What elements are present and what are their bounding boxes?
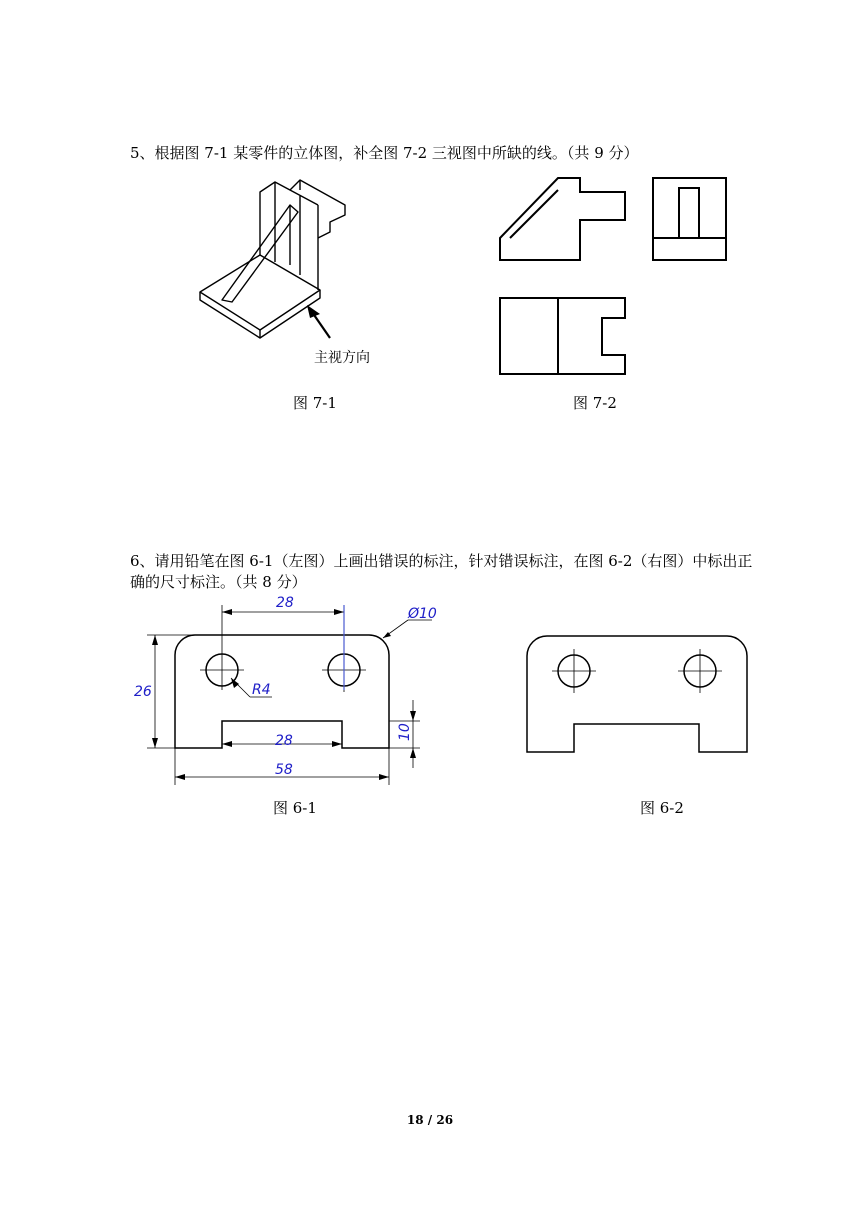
caption-figure-7-2: 图 7-2 — [573, 394, 617, 412]
figure-7-2-three-views — [495, 170, 735, 385]
caption-figure-6-2: 图 6-2 — [640, 799, 684, 817]
caption-figure-6-1: 图 6-1 — [273, 799, 317, 817]
dimension-depth-10: 10 — [397, 723, 413, 741]
dimension-diameter: Ø10 — [408, 606, 437, 622]
dimension-top-28: 28 — [276, 595, 294, 611]
figure-6-1-dimensioned — [125, 595, 435, 795]
question-6-line-2: 确的尺寸标注。（共 8 分） — [130, 573, 307, 591]
caption-figure-7-1: 图 7-1 — [293, 394, 337, 412]
figure-6-2-blank — [520, 625, 755, 760]
question-6-line-1: 6、请用铅笔在图 6-1（左图）上画出错误的标注，针对错误标注，在图 6-2（右图）中标出正 — [130, 552, 753, 570]
dimension-height-26: 26 — [134, 684, 152, 700]
figure-7-1-isometric — [195, 175, 375, 375]
dimension-overall-58: 58 — [275, 762, 293, 778]
page-number: 18 / 26 — [406, 1113, 454, 1127]
view-direction-label: 主视方向 — [314, 350, 370, 366]
question-5-text: 5、根据图 7-1 某零件的立体图，补全图 7-2 三视图中所缺的线。（共 9 分） — [130, 144, 639, 162]
dimension-radius: R4 — [252, 682, 271, 698]
dimension-slot-28: 28 — [275, 733, 293, 749]
